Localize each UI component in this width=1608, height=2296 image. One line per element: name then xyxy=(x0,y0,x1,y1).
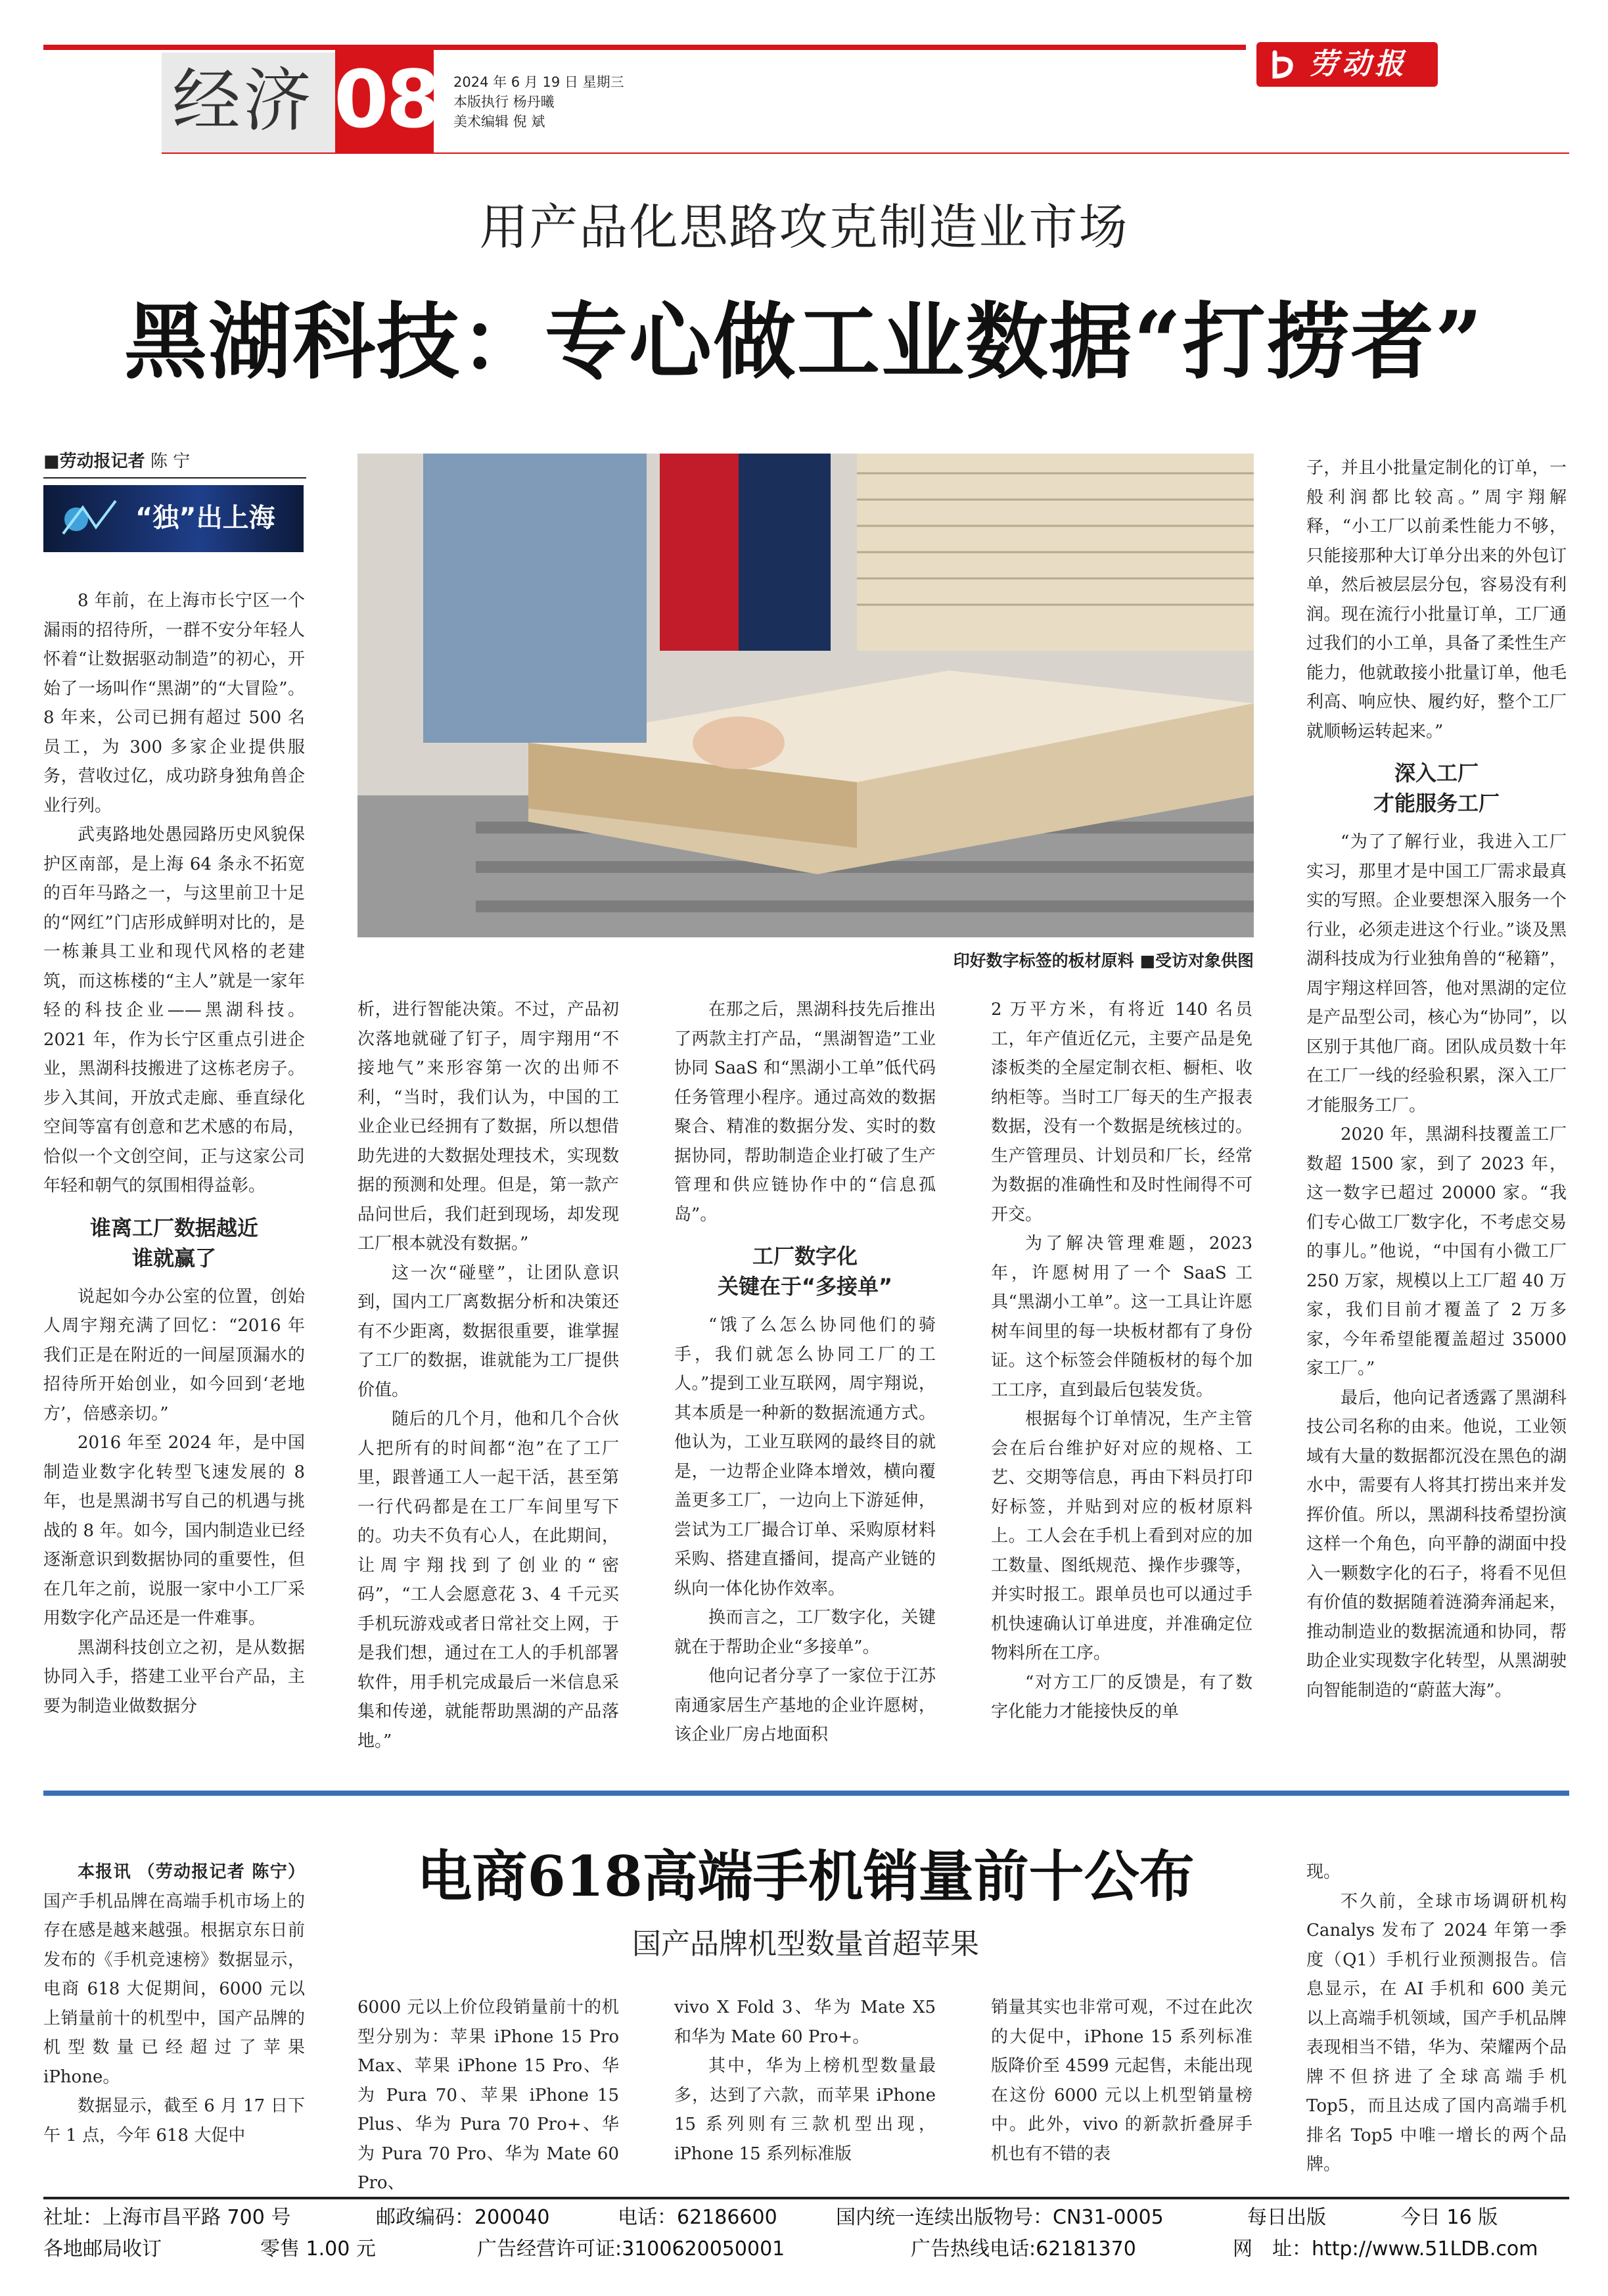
article1-byline xyxy=(43,448,306,479)
paper-logo xyxy=(1256,42,1438,87)
paragraph: 2016 年至 2024 年，是中国制造业数字化转型飞速发展的 8 年，也是黑湖书写自己的机遇与挑战的 8 年。如今，国内制造业已经逐渐意识到数据协同的重要性，但在几年之前，说服一家中小工厂采用数字化产品还是一件难事。 xyxy=(43,1433,305,1628)
paragraph: 随后的几个月，他和几个合伙人把所有的时间都“泡”在了工厂里，跟普通工人一起干活，甚至第一行代码都是在工厂车间里写下的。功夫不负有心人，在此期间，让周宇翔找到了创业的“密码”，“工人会愿意花 3、4 千元买手机玩游戏或者日常社交上网，于是我们想，通过在工人的手机部署软件，用手机完成最后一米信息采集和传递，就能帮助黑湖的产品落地。” xyxy=(357,1409,619,1751)
top-red-rule xyxy=(43,45,1246,50)
paragraph: 8 年前，在上海市长宁区一个漏雨的招待所，一群不安分年轻人怀着“让数据驱动制造”的初心，开始了一场叫作“黑湖”的“大冒险”。8 年来，公司已拥有超过 500 名员工，为 300 多家企业提供服务，营收过亿，成功跻身独角兽企业行列。 xyxy=(43,591,305,816)
footer-postcode: 邮政编码：200040 xyxy=(376,2206,550,2229)
paragraph: “饿了么怎么协同他们的骑手，我们就怎么协同工厂的工人。”提到工业互联网，周宇翔说，其本质是一种新的数据流通方式。他认为，工业互联网的最终目的就是，一边帮企业降本增效，横向覆盖更多工厂，一边向上下游延伸，尝试为工厂撮合订单、采购原材料采购、搭建直播间，提高产业链的纵向一体化协作效率。 xyxy=(674,1315,936,1599)
article2-column-3 xyxy=(674,1993,936,2168)
issue-editor: 本版执行 杨丹曦 xyxy=(453,94,555,110)
paragraph: 根据每个订单情况，生产主管会在后台维护好对应的规格、工艺、交期等信息，再由下料员打印好标签，并贴到对应的板材原料上。工人会在手机上看到对应的加工数量、图纸规范、操作步骤等，并实时报工。跟单员也可以通过手机快速确认订单进度，并准确定位物料所在工序。 xyxy=(991,1409,1252,1663)
footer-address: 社址：上海市昌平路 700 号 xyxy=(43,2206,291,2229)
paragraph: 2 万平方米，有将近 140 名员工，年产值近亿元，主要产品是免漆板类的全屋定制衣柜、橱柜、收纳柜等。当时工厂每天的生产报表数据，没有一个数据是统核过的。生产管理员、计划员和厂长，经常为数据的准确性和及时性闹得不可开交。 xyxy=(991,1000,1252,1225)
paragraph: “为了了解行业，我进入工厂实习，那里才是中国工厂需求最真实的写照。企业要想深入服务一个行业，必须走进这个行业。”谈及黑湖科技成为行业独角兽的“秘籍”，周宇翔这样回答，他对黑湖的定位是产品型公司，核心为“协同”，以区别于其他厂商。团队成员数十年在工厂一线的经验积累，深入工厂才能服务工厂。 xyxy=(1306,832,1567,1115)
paragraph: 现。 xyxy=(1306,1862,1341,1882)
paragraph: 6000 元以上价位段销量前十的机型分别为：苹果 iPhone 15 Pro Max、苹果 iPhone 15 Pro、华为 Pura 70、苹果 iPhone 15 Plus、华为 Pura 70 Pro+、华为 Pura 70 Pro、华为 Mate 60 Pro、 xyxy=(357,1998,619,2193)
lead-text: 国产手机品牌在高端手机市场上的存在感是越来越强。根据京东日前发布的《手机竞速榜》数据显示，电商 618 大促期间，6000 元以上销量前十的机型中，国产品牌的机型数量已经超过了苹果 iPhone。 xyxy=(43,1891,305,2087)
paragraph: 他向记者分享了一家位于江苏南通家居生产基地的企业许愿树，该企业厂房占地面积 xyxy=(674,1666,936,1745)
paragraph: 数据显示，截至 6 月 17 日下午 1 点，今年 618 大促中 xyxy=(43,2096,305,2145)
paragraph: 黑湖科技创立之初，是从数据协同入手，搭建工业平台产品，主要为制造业做数据分 xyxy=(43,1637,305,1716)
paragraph: 说起如今办公室的位置，创始人周宇翔充满了回忆：“2016 年我们正是在附近的一间屋顶漏水的招待所开始创业，如今回到‘老地方’，倍感亲切。” xyxy=(43,1286,305,1424)
paper-logo-text: 劳动报 xyxy=(1309,47,1408,81)
paragraph: 析，进行智能决策。不过，产品初次落地就碰了钉子，周宇翔用“不接地气”来形容第一次的出师不利，“当时，我们认为，中国的工业企业已经拥有了数据，所以想借助先进的大数据处理技术，实现数据的预测和处理。但是，第一款产品问世后，我们赶到现场，却发现工厂根本就没有数据。” xyxy=(357,1000,619,1253)
paragraph: 武夷路地处愚园路历史风貌保护区南部，是上海 64 条永不拓宽的百年马路之一，与这里前卫十足的“网红”门店形成鲜明对比的，是一栋兼具工业和现代风格的老建筑，而这栋楼的“主人”就是一家年轻的科技企业——黑湖科技。2021 年，作为长宁区重点引进企业，黑湖科技搬进了这栋老房子。步入其间，开放式走廊、垂直绿化空间等富有创意和艺术感的布局，恰似一个文创空间，正与这家公司年轻和朝气的氛围相得益彰。 xyxy=(43,825,305,1196)
footer-pages: 今日 16 版 xyxy=(1401,2206,1498,2229)
byline-prefix: ■劳动报记者 xyxy=(43,452,145,471)
paper-logo-icon xyxy=(1270,50,1296,79)
footer-daily: 每日出版 xyxy=(1247,2206,1326,2229)
issue-art-editor: 美术编辑 倪 斌 xyxy=(453,114,545,129)
issue-date: 2024 年 6 月 19 日 星期三 xyxy=(453,74,624,90)
article1-column-3 xyxy=(674,995,936,1750)
article2-headline: 电商618高端手机销量前十公布 xyxy=(417,1844,1195,1909)
article2-divider xyxy=(43,1791,1569,1796)
page-number: 08 xyxy=(334,55,438,146)
lead-paragraph xyxy=(43,1858,305,2092)
column-logo-graphic xyxy=(57,494,135,544)
article1-kicker: 用产品化思路攻克制造业市场 xyxy=(479,199,1129,256)
issue-info xyxy=(453,72,624,131)
footer-subscribe: 各地邮局收订 xyxy=(43,2237,162,2261)
article2-column-1 xyxy=(43,1858,305,2150)
paragraph: 其中，华为上榜机型数量最多，达到了六款，而苹果 iPhone 15 系列则有三款机型出现，iPhone 15 系列标准版 xyxy=(674,2056,936,2164)
byline-name: 陈 宁 xyxy=(150,452,191,471)
footer-ad-license: 广告经营许可证:3100620050001 xyxy=(477,2237,785,2261)
footer-rule xyxy=(43,2197,1569,2199)
paragraph: 这一次“碰壁”，让团队意识到，国内工厂离数据分析和决策还有不少距离，数据很重要，谁掌握了工厂的数据，谁就能为工厂提供价值。 xyxy=(357,1263,619,1400)
section-title: 经济 xyxy=(172,60,315,141)
subheading: 深入工厂 才能服务工厂 xyxy=(1373,761,1500,816)
paragraph: 销量其实也非常可观，不过在此次的大促中，iPhone 15 系列标准版降价至 4599 元起售，未能出现在这份 6000 元以上机型销量榜中。此外，vivo 的新款折叠屏手机也有不错的表 xyxy=(991,1998,1252,2164)
article2-subhead: 国产品牌机型数量首超苹果 xyxy=(632,1927,979,1961)
photo-caption: 印好数字标签的板材原料 ■受访对象供图 xyxy=(953,951,1254,970)
lead-label: 本报讯 xyxy=(78,1862,131,1882)
masthead-divider xyxy=(162,152,1569,154)
footer-website: 网 址：http://www.51LDB.com xyxy=(1233,2237,1538,2261)
article2-column-4 xyxy=(991,1993,1252,2168)
paragraph: 为了解决管理难题，2023 年，许愿树用了一个 SaaS 工具“黑湖小工单”。这一工具让许愿树车间里的每一块板材都有了身份证。这个标签会伴随板材的每个加工工序，直到最后包装发货。 xyxy=(991,1234,1252,1400)
footer-row-2 xyxy=(43,2235,1569,2264)
article1-photo xyxy=(357,454,1254,937)
article1-column-5 xyxy=(1306,454,1567,1705)
article2-column-2 xyxy=(357,1993,619,2198)
subheading: 工厂数字化 关键在于“多接单” xyxy=(717,1244,893,1299)
column-logo-text: “独”出上海 xyxy=(135,503,275,533)
footer-phone: 电话：62186600 xyxy=(618,2206,777,2229)
paragraph: 子，并且小批量定制化的订单，一般利润都比较高。”周宇翔解释，“小工厂以前柔性能力不够，只能接那种大订单分出来的外包订单，然后被层层分包，容易没有利润。现在流行小批量订单，工厂通过我们的小工单，具备了柔性生产能力，他就敢接小批量订单，他毛利高、响应快、履约好，整个工厂就顺畅运转起来。” xyxy=(1306,458,1567,741)
footer-cn-number: 国内统一连续出版物号：CN31-0005 xyxy=(836,2206,1164,2229)
paragraph: 2020 年，黑湖科技覆盖工厂数超 1500 家，到了 2023 年，这一数字已超过 20000 家。“我们专心做工厂数字化，不考虑交易的事儿。”他说，“中国有小微工厂 250 万家，规模以上工厂超 40 万家，我们目前才覆盖了 2 万多家，今年希望能覆盖超过 35000 家工厂。” xyxy=(1306,1125,1567,1378)
article1-column-4 xyxy=(991,995,1252,1727)
paragraph: 不久前，全球市场调研机构 Canalys 发布了 2024 年第一季度（Q1）手机行业预测报告。信息显示，在 AI 手机和 600 美元以上高端手机领域，国产手机品牌表现相当不错，华为、荣耀两个品牌不但挤进了全球高端手机 Top5，而且达成了国内高端手机排名 Top5 中唯一增长的两个品牌。 xyxy=(1306,1891,1567,2174)
paragraph: 在那之后，黑湖科技先后推出了两款主打产品，“黑湖智造”工业协同 SaaS 和“黑湖小工单”低代码任务管理小程序。通过高效的数据聚合、精准的数据分发、实时的数据协同，帮助制造企业打破了生产管理和供应链协作中的“信息孤岛”。 xyxy=(674,1000,936,1225)
paragraph: “对方工厂的反馈是，有了数字化能力才能接快反的单 xyxy=(991,1672,1252,1722)
paragraph: 最后，他向记者透露了黑湖科技公司名称的由来。他说，工业领域有大量的数据都沉没在黑色的湖水中，需要有人将其打捞出来并发挥价值。所以，黑湖科技希望扮演这样一个角色，向平静的湖面中投入一颗数字化的石子，将看不见但有价值的数据随着涟漪奔涌起来，推动制造业的数据流通和协同，帮助企业实现数字化转型，从黑湖驶向智能制造的“蔚蓝大海”。 xyxy=(1306,1388,1567,1700)
article1-column-1 xyxy=(43,586,305,1721)
paragraph: 换而言之，工厂数字化，关键就在于帮助企业“多接单”。 xyxy=(674,1608,936,1657)
footer-ad-hotline: 广告热线电话:62181370 xyxy=(911,2237,1136,2261)
article1-headline: 黑湖科技：专心做工业数据“打捞者” xyxy=(124,293,1484,390)
lead-byline: （劳动报记者 陈宁） xyxy=(137,1862,305,1882)
footer-row-1 xyxy=(43,2203,1569,2232)
article1-column-2 xyxy=(357,995,619,1756)
footer-retail: 零售 1.00 元 xyxy=(260,2237,376,2261)
article2-column-5 xyxy=(1306,1858,1567,2180)
column-logo xyxy=(43,485,304,552)
board-materials-photo xyxy=(357,454,1254,937)
subheading: 谁离工厂数据越近 谁就赢了 xyxy=(89,1215,258,1271)
paragraph: vivo X Fold 3、华为 Mate X5 和华为 Mate 60 Pro+。 xyxy=(674,1998,936,2047)
